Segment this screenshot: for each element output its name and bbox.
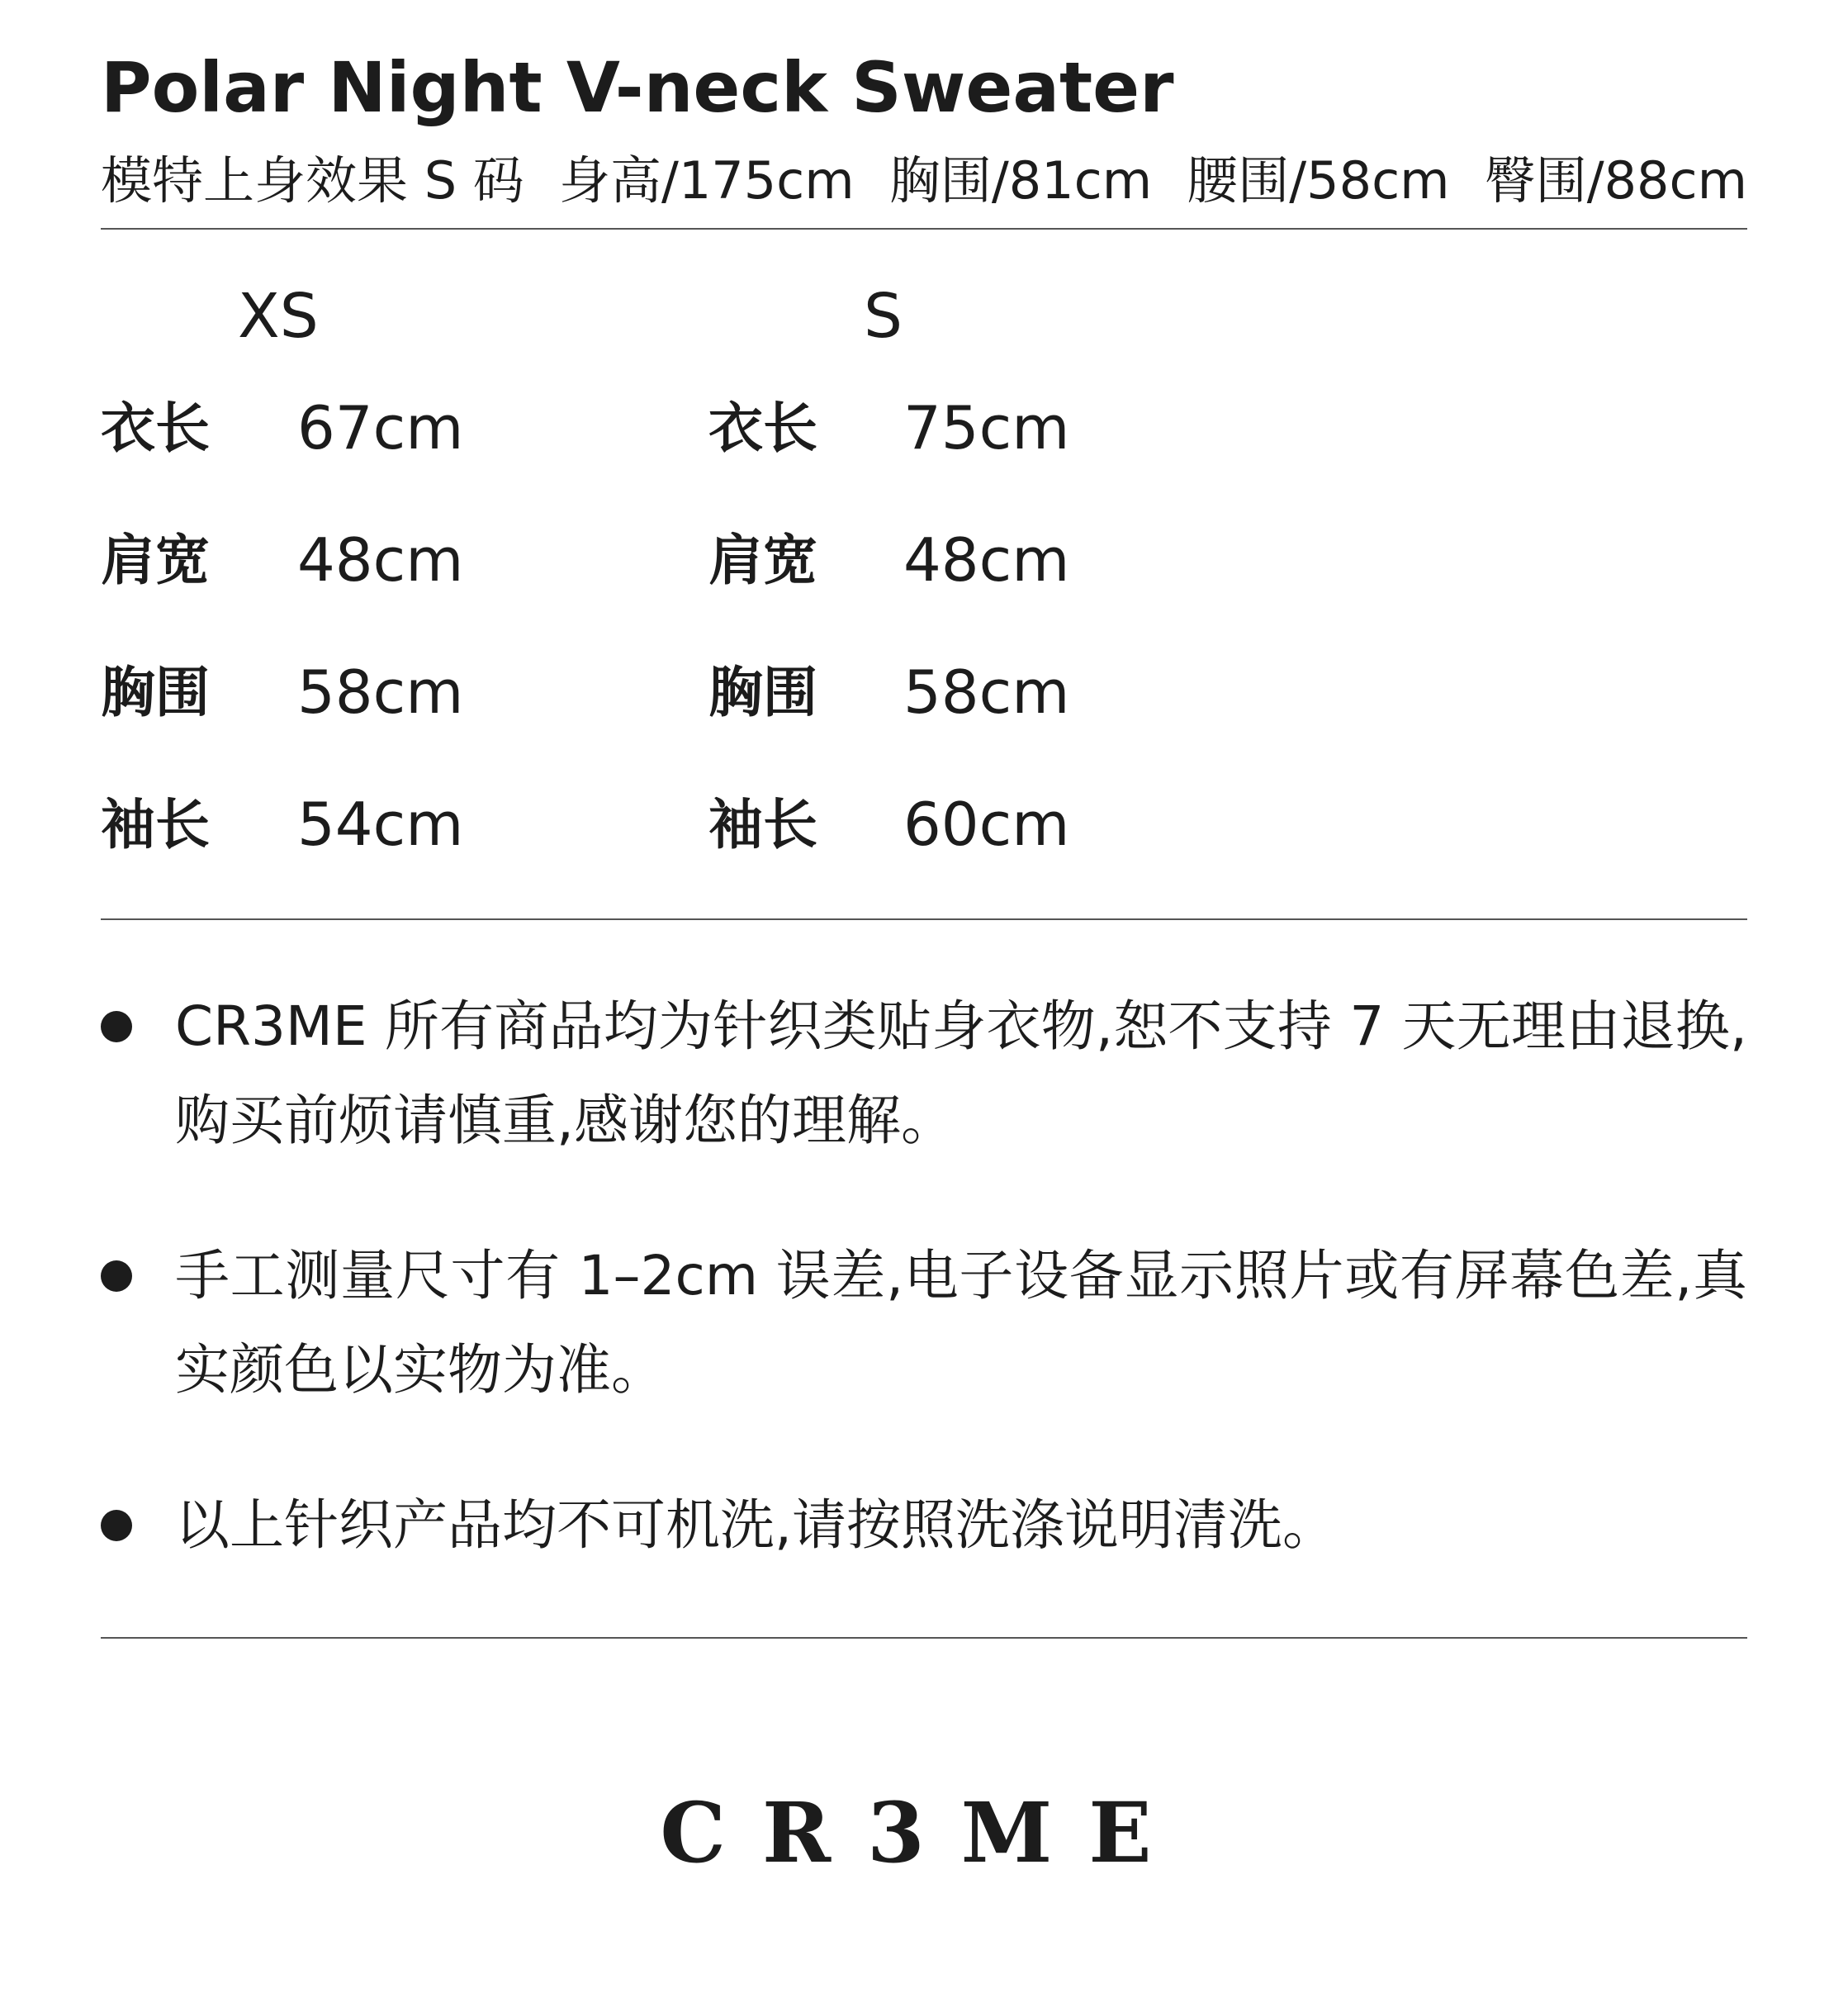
s-chest-value: 58cm [903,657,1070,727]
s-shoulder-value: 48cm [903,525,1070,595]
model-waist: 腰围/58cm [1187,150,1450,211]
xs-sleeve-label: 袖长 [101,793,210,857]
bullet-icon [101,1011,132,1042]
s-sleeve-label: 袖长 [708,793,817,857]
s-chest-label: 胸围 [708,661,817,724]
s-shoulder-label: 肩宽 [708,529,817,592]
note-returns [101,980,1747,1168]
model-height: 身高/175cm [558,150,855,211]
s-sleeve-value: 60cm [903,790,1070,859]
model-info [101,150,1747,211]
note-washing-text: 以上针织产品均不可机洗,请按照洗涤说明清洗。 [175,1493,1337,1557]
xs-chest-label: 胸围 [101,661,210,724]
size-header-xs: XS [238,281,319,352]
xs-chest-value: 58cm [297,657,464,727]
model-bust: 胸围/81cm [888,150,1153,211]
xs-sleeve-value: 54cm [297,790,464,859]
s-length-label: 衣长 [708,396,817,460]
model-hip: 臀围/88cm [1484,150,1747,211]
xs-length-label: 衣长 [101,396,210,460]
size-header-s: S [864,281,903,352]
note-measurement [101,1229,1747,1417]
divider-middle [101,918,1747,920]
note-measurement-text: 手工测量尺寸有 1–2cm 误差,电子设备显示照片或有屏幕色差,真实颜色以实物为准。 [175,1244,1747,1402]
xs-shoulder-value: 48cm [297,525,464,595]
s-length-value: 75cm [903,393,1070,463]
xs-shoulder-label: 肩宽 [101,529,210,592]
model-size-info: 模特上身效果 S 码 [101,150,524,211]
divider-bottom [101,1637,1747,1639]
product-title: Polar Night V-neck Sweater [101,47,1174,128]
brand-logo: CR3ME [660,1784,1188,1881]
divider-top [101,228,1747,230]
note-returns-text: CR3ME 所有商品均为针织类贴身衣物,恕不支持 7 天无理由退换,购买前烦请慎重,感谢您的理解。 [175,994,1747,1152]
note-washing [101,1478,1747,1573]
bullet-icon [101,1510,132,1541]
bullet-icon [101,1260,132,1292]
xs-length-value: 67cm [297,393,464,463]
